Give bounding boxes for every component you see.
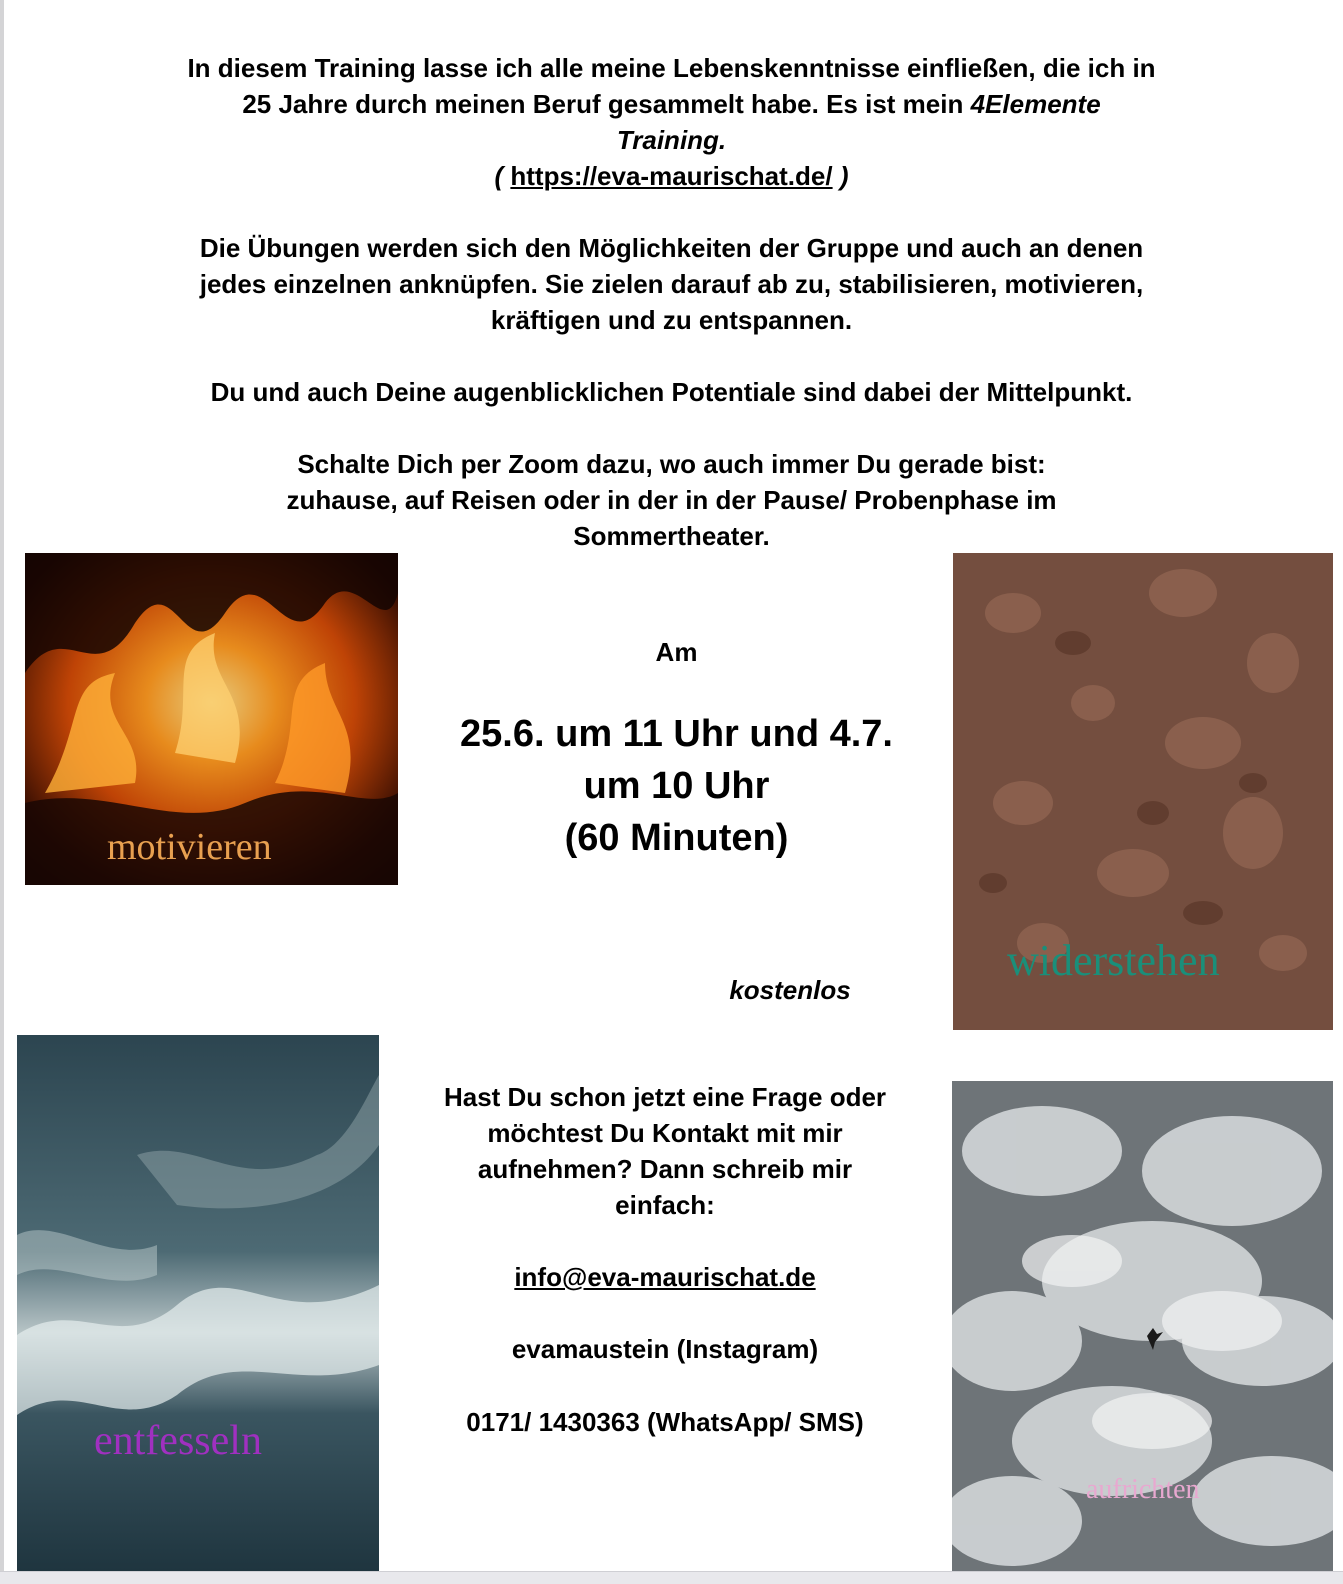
- sky-image: [952, 1081, 1333, 1576]
- price-label: kostenlos: [729, 975, 851, 1005]
- intro-line-2: 25 Jahre durch meinen Beruf gesammelt habe. Es ist mein 4Elemente: [242, 89, 1101, 119]
- intro-line-3: Training.: [616, 125, 727, 155]
- intro-line-1: In diesem Training lasse ich alle meine Lebenskenntnisse einfließen, die ich in: [187, 53, 1156, 83]
- zoom-line-2: zuhause, auf Reisen oder in der in der Pause/ Probenphase im: [286, 485, 1057, 515]
- fire-image: [25, 553, 398, 885]
- earth-image: [953, 553, 1333, 1030]
- window-left-edge: [0, 0, 4, 1584]
- zoom-line-3: Sommertheater.: [573, 521, 770, 551]
- contact-question: Hast Du schon jetzt eine Frage oder möchtest Du Kontakt mit mir aufnehmen? Dann schreib mir einfach:: [443, 1082, 887, 1220]
- exercise-paragraph: [100, 230, 1243, 338]
- focus-paragraph: Du und auch Deine augenblicklichen Potentiale sind dabei der Mittelpunkt.: [210, 377, 1133, 407]
- intro-link-line: ( https://eva-maurischat.de/ ): [494, 161, 849, 191]
- window-bottom-edge: [0, 1571, 1343, 1584]
- contact-phone: 0171/ 1430363 (WhatsApp/ SMS): [466, 1407, 864, 1437]
- fire-caption: motivieren: [107, 826, 272, 868]
- zoom-paragraph: [200, 446, 1143, 554]
- schedule-line-2: um 10 Uhr: [583, 765, 770, 807]
- zoom-line-1: Schalte Dich per Zoom dazu, wo auch immer Du gerade bist:: [297, 449, 1046, 479]
- program-name: 4Elemente: [970, 89, 1101, 119]
- schedule-dates: [400, 708, 953, 864]
- water-image: [17, 1035, 379, 1576]
- schedule-am: Am: [655, 637, 698, 667]
- email-link[interactable]: info@eva-maurischat.de: [514, 1262, 816, 1292]
- schedule-line-3: (60 Minuten): [564, 817, 789, 859]
- contact-instagram: evamaustein (Instagram): [511, 1334, 819, 1364]
- sky-caption: aufrichten: [1086, 1474, 1200, 1505]
- website-link[interactable]: https://eva-maurischat.de/: [510, 161, 833, 191]
- earth-caption: widerstehen: [1007, 936, 1220, 985]
- exercise-line-3: kräftigen und zu entspannen.: [490, 305, 853, 335]
- schedule-line-1: 25.6. um 11 Uhr und 4.7.: [460, 713, 893, 755]
- contact-email-line: [380, 1259, 950, 1295]
- water-caption: entfesseln: [94, 1418, 262, 1464]
- exercise-line-1: Die Übungen werden sich den Möglichkeiten der Gruppe und auch an denen: [199, 233, 1144, 263]
- intro-paragraph: [100, 50, 1243, 194]
- exercise-line-2: jedes einzelnen anknüpfen. Sie zielen darauf ab zu, stabilisieren, motivieren,: [199, 269, 1144, 299]
